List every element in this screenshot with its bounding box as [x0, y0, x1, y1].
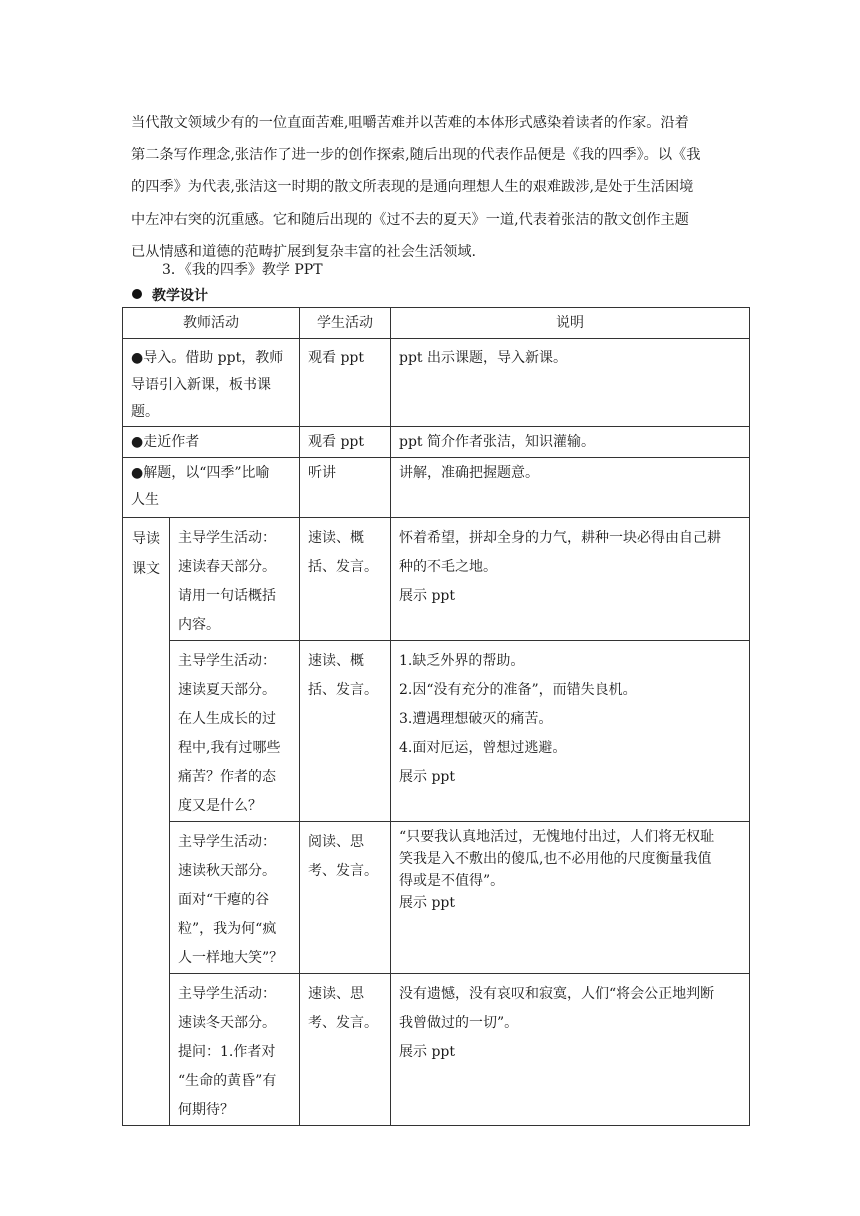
teacher-cell: 主导学生活动： 速读夏天部分。 在人生成长的过 程中,我有过哪些 痛苦？作者的态 度又是什么？	[170, 641, 300, 822]
table-row	[123, 641, 750, 822]
intro-line: 的四季》为代表,张洁这一时期的散文所表现的是通向理想人生的艰难跋涉,是处于生活困境	[131, 179, 694, 196]
teacher-cell: 主导学生活动： 速读秋天部分。 面对“干瘪的谷 粒”，我为何“疯 人一样地大笑”？	[170, 822, 300, 974]
teacher-cell: ●解题，以“四季”比喻 人生	[123, 458, 300, 518]
bullet-icon	[132, 289, 142, 299]
teacher-cell: ●走近作者	[123, 427, 300, 458]
section-heading	[132, 286, 208, 306]
guide-label-cell: 导读 课文	[123, 518, 170, 1126]
intro-line: 已从情感和道德的范畴扩展到复杂丰富的社会生活领域.	[131, 243, 477, 260]
intro-paragraph	[131, 107, 731, 268]
table-row	[123, 458, 750, 518]
note-cell: 怀着希望，拼却全身的力气，耕种一块必得由自己耕 种的不毛之地。 展示 ppt	[391, 518, 750, 641]
student-cell: 速读、概 括、发言。	[300, 641, 391, 822]
header-student: 学生活动	[300, 308, 391, 339]
teacher-cell: ●导入。借助 ppt，教师 导语引入新课，板书课 题。	[123, 339, 300, 427]
table-row	[123, 974, 750, 1126]
student-cell: 观看 ppt	[300, 427, 391, 458]
student-cell: 听讲	[300, 458, 391, 518]
table-row	[123, 339, 750, 427]
table-row	[123, 518, 750, 641]
ppt-item: 3．《我的四季》教学 PPT	[162, 262, 323, 278]
student-cell: 速读、思 考、发言。	[300, 974, 391, 1126]
note-cell: 没有遗憾，没有哀叹和寂寞，人们“将会公正地判断 我曾做过的一切”。 展示 ppt	[391, 974, 750, 1126]
note-cell: ppt 出示课题，导入新课。	[391, 339, 750, 427]
student-cell: 阅读、思 考、发言。	[300, 822, 391, 974]
note-cell: 讲解，准确把握题意。	[391, 458, 750, 518]
table-row	[123, 427, 750, 458]
table-header-row	[123, 308, 750, 339]
intro-line: 中左冲右突的沉重感。它和随后出现的《过不去的夏天》一道,代表着张洁的散文创作主题	[131, 211, 689, 228]
teacher-cell: 主导学生活动： 速读春天部分。 请用一句话概括 内容。	[170, 518, 300, 641]
note-cell: “只要我认真地活过，无愧地付出过，人们将无权耻 笑我是入不敷出的傻瓜,也不必用他的尺度衡量我值 得或是不值得”。 展示 ppt	[391, 822, 750, 974]
table-row	[123, 822, 750, 974]
header-note: 说明	[391, 308, 750, 339]
lesson-design-table	[122, 307, 750, 1126]
teacher-cell: 主导学生活动： 速读冬天部分。 提问：1.作者对 “生命的黄昏”有 何期待？	[170, 974, 300, 1126]
note-cell: ppt 简介作者张洁，知识灌输。	[391, 427, 750, 458]
section-heading-text: 教学设计	[152, 288, 208, 304]
header-teacher: 教师活动	[123, 308, 300, 339]
intro-line: 当代散文领域少有的一位直面苦难,咀嚼苦难并以苦难的本体形式感染着读者的作家。沿着	[131, 115, 689, 131]
intro-line: 第二条写作理念,张洁作了进一步的创作探索,随后出现的代表作品便是《我的四季》。以《我	[131, 147, 701, 164]
note-cell: 1.缺乏外界的帮助。 2.因“没有充分的准备”，而错失良机。 3.遭遇理想破灭的痛苦。 4.面对厄运，曾想过逃避。 展示 ppt	[391, 641, 750, 822]
student-cell: 速读、概 括、发言。	[300, 518, 391, 641]
student-cell: 观看 ppt	[300, 339, 391, 427]
